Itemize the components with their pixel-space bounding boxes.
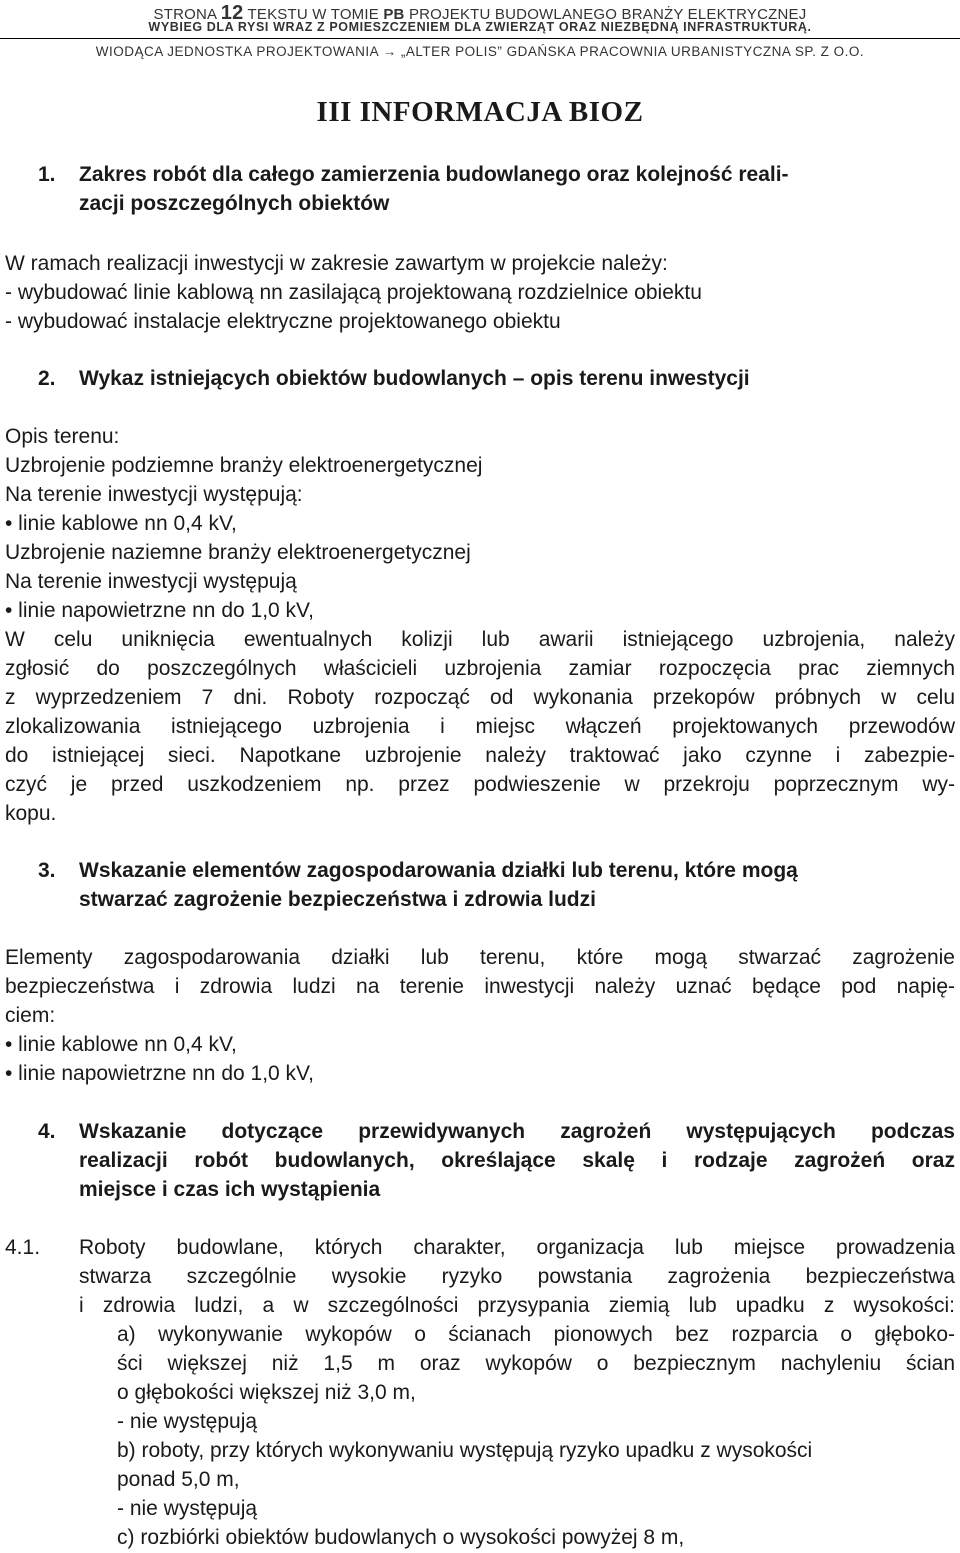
section-3-heading-line-1: Wskazanie elementów zagospodarowania działki lub terenu, które mogą [79,859,798,882]
section-2-paragraph-line: zlokalizowania istniejącego uzbrojenia i miejsc włączeń projektowanych przewodów [5,715,955,738]
header-line-3: WIODĄCA JEDNOSTKA PROJEKTOWANIA → „ALTER POLIS” GDAŃSKA PRACOWNIA URBANISTYCZNA SP. Z O.O. [95,44,865,59]
header-rule [0,38,960,39]
section-2-line: Uzbrojenie podziemne branży elektroenergetycznej [5,454,483,477]
section-2-paragraph-line: czyć je przed uszkodzeniem np. przez podwieszenie w przekroju poprzecznym wy- [5,773,955,796]
section-4-1-item-line: c) rozbiórki obiektów budowlanych o wysokości powyżej 8 m, [117,1526,685,1549]
section-4-heading-line: realizacji robót budowlanych, określające skalę i rodzaje zagrożeń oraz [79,1149,955,1172]
section-4-1-item-line: ponad 5,0 m, [117,1468,240,1491]
section-3-bullet: • linie napowietrzne nn do 1,0 kV, [5,1062,314,1085]
section-4-1-number: 4.1. [5,1236,41,1259]
section-4-heading-line: miejsce i czas ich wystąpienia [79,1178,381,1201]
section-3-paragraph-line: bezpieczeństwa i zdrowia ludzi na terenie inwestycji należy uznać będące pod napię- [5,975,955,998]
section-2-number: 2. [38,367,56,390]
section-1-line: - wybudować linie kablową nn zasilającą projektowaną rozdzielnice obiektu [5,281,702,304]
header-pb: PB [383,6,405,23]
section-4-1-item-line: o głębokości większej niż 3,0 m, [117,1381,416,1404]
header-mid: TEKSTU W TOMIE [243,6,384,23]
section-3-heading-line-2: stwarzać zagrożenie bezpieczeństwa i zdrowia ludzi [79,888,596,911]
section-3-number: 3. [38,859,56,882]
section-2-line: Na terenie inwestycji występują [5,570,297,593]
section-3-paragraph-line: Elementy zagospodarowania działki lub terenu, które mogą stwarzać zagrożenie [5,946,955,969]
section-3-paragraph-line: ciem: [5,1004,56,1027]
section-1-heading-line-2: zacji poszczególnych obiektów [79,192,390,215]
section-2-paragraph-line: kopu. [5,802,57,825]
section-2-heading: Wykaz istniejących obiektów budowlanych – opis terenu inwestycji [79,367,750,390]
section-1-heading-line-1: Zakres robót dla całego zamierzenia budowlanego oraz kolejność reali- [79,163,789,186]
section-1-line: W ramach realizacji inwestycji w zakresie zawartym w projekcie należy: [5,252,668,275]
header-suffix: PROJEKTU BUDOWLANEGO BRANŻY ELEKTRYCZNEJ [404,6,807,23]
section-4-1-paragraph-line: stwarza szczególnie wysokie ryzyko powstania zagrożenia bezpieczeństwa [79,1265,955,1288]
section-4-1-paragraph-line: Roboty budowlane, których charakter, organizacja lub miejsce prowadzenia [79,1236,955,1259]
header-line-2: WYBIEG DLA RYSI WRAZ Z POMIESZCZENIEM DLA ZWIERZĄT ORAZ NIEZBĘDNĄ INFRASTRUKTURĄ. [148,20,812,34]
section-2-paragraph-line: do istniejącej sieci. Napotkane uzbrojenie należy traktować jako czynne i zabezpie- [5,744,955,767]
section-2-line: Opis terenu: [5,425,120,448]
section-4-heading-line: Wskazanie dotyczące przewidywanych zagrożeń występujących podczas [79,1120,955,1143]
section-2-bullet: • linie napowietrzne nn do 1,0 kV, [5,599,314,622]
section-4-1-item-line: - nie występują [117,1497,258,1520]
section-2-line: Na terenie inwestycji występują: [5,483,303,506]
section-4-number: 4. [38,1120,56,1143]
section-1-number: 1. [38,163,56,186]
section-2-paragraph-line: z wyprzedzeniem 7 dni. Roboty rozpocząć od wykonania przekopów próbnych w celu [5,686,955,709]
section-1-line: - wybudować instalacje elektryczne projektowanego obiektu [5,310,561,333]
section-4-1-item-line: b) roboty, przy których wykonywaniu występują ryzyko upadku z wysokości [117,1439,813,1462]
section-4-1-item-line: - nie występują [117,1410,258,1433]
section-3-bullet: • linie kablowe nn 0,4 kV, [5,1033,237,1056]
section-2-bullet: • linie kablowe nn 0,4 kV, [5,512,237,535]
section-4-1-item-line: a) wykonywanie wykopów o ścianach pionowych bez rozparcia o głęboko- [117,1323,955,1346]
section-4-1-item-line: ści większej niż 1,5 m oraz wykopów o bezpiecznym nachyleniu ścian [117,1352,955,1375]
section-2-paragraph-line: W celu uniknięcia ewentualnych kolizji lub awarii istniejącego uzbrojenia, należy [5,628,955,651]
header-prefix: STRONA [153,6,221,23]
section-2-paragraph-line: zgłosić do poszczególnych właścicieli uzbrojenia zamiar rozpoczęcia prac ziemnych [5,657,955,680]
header-page-number: 12 [220,2,244,24]
page-title: III INFORMACJA BIOZ [316,96,644,128]
section-4-1-paragraph-line: i zdrowia ludzi, a w szczególności przysypania ziemią lub upadku z wysokości: [79,1294,955,1317]
section-2-line: Uzbrojenie naziemne branży elektroenergetycznej [5,541,471,564]
